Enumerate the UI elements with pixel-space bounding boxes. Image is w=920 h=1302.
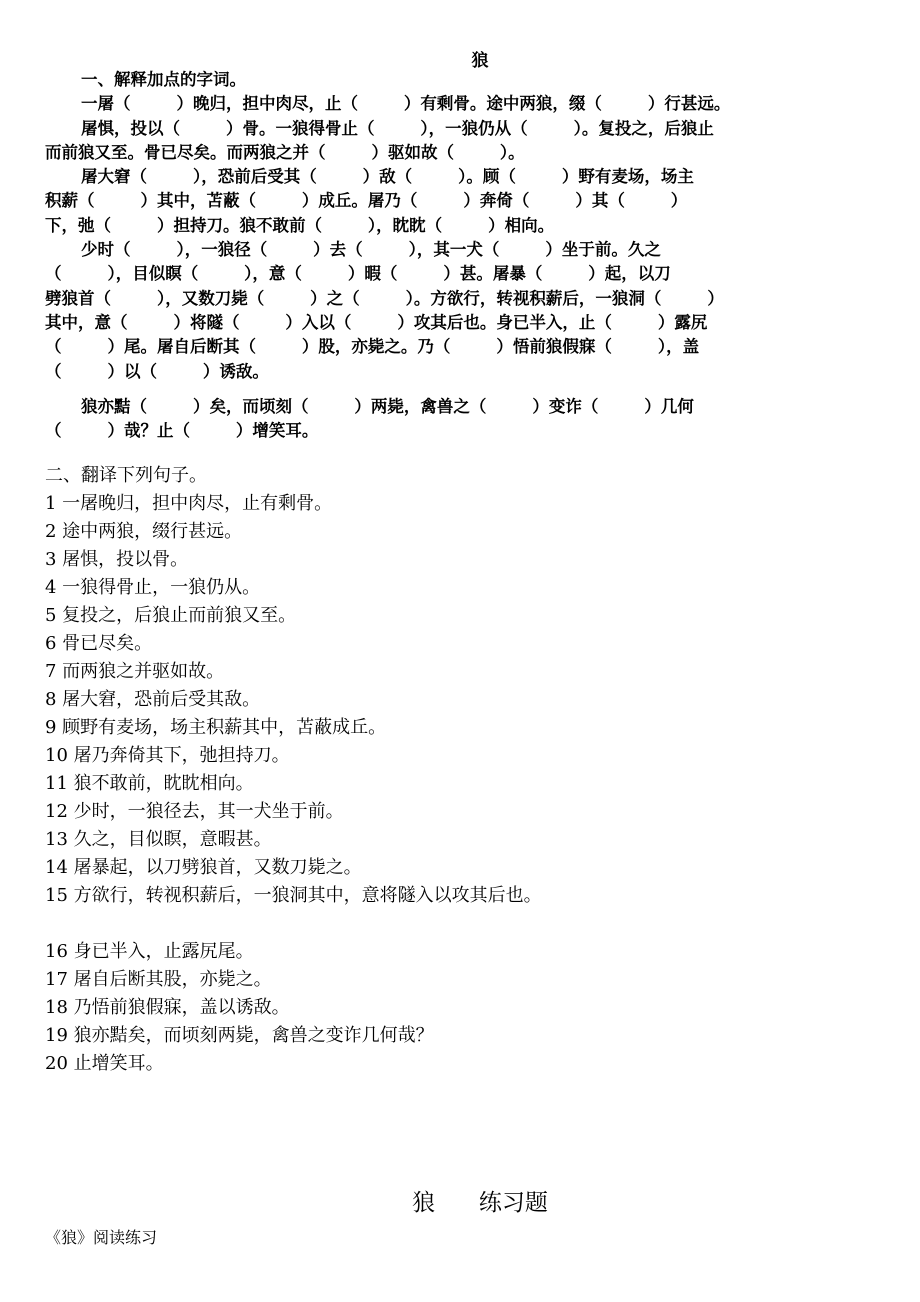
spacer xyxy=(45,910,905,938)
translation-item: 1 一屠晚归，担中肉尽，止有剩骨。 xyxy=(45,493,333,514)
translation-item: 16 身已半入，止露尻尾。 xyxy=(45,941,254,962)
translation-item: 17 屠自后断其股，亦毙之。 xyxy=(45,969,272,990)
passage-line: 而前狼又至。骨已尽矣。而两狼之并（ ）驱如故（ ）。 xyxy=(45,142,525,162)
passage-line: （ ）以（ ）诱敌。 xyxy=(45,361,269,381)
translation-item: 18 乃悟前狼假寐，盖以诱敌。 xyxy=(45,997,290,1018)
passage-line: 屠惧，投以（ ）骨。一狼得骨止（ ），一狼仍从（ ）。复投之，后狼止 xyxy=(81,118,714,138)
passage-line: （ ）尾。屠自后断其（ ）股，亦毙之。乃（ ）悟前狼假寐（ ），盖 xyxy=(45,337,700,357)
passage-paragraphs xyxy=(45,92,915,384)
translation-item: 15 方欲行，转视积薪后，一狼洞其中，意将隧入以攻其后也。 xyxy=(45,885,542,906)
exercise-subtitle: 《狼》阅读练习 xyxy=(45,1228,158,1247)
translation-list-b xyxy=(45,938,905,1078)
translation-item: 11 狼不敢前，眈眈相向。 xyxy=(45,773,254,794)
page-title: 狼 xyxy=(471,51,489,71)
passage-line: （ ），目似瞑（ ），意（ ）暇（ ）甚。屠暴（ ）起，以刀 xyxy=(45,264,671,284)
translation-item: 4 一狼得骨止，一狼仍从。 xyxy=(45,577,261,598)
translation-list-a xyxy=(45,490,905,910)
translation-item: 10 屠乃奔倚其下，弛担持刀。 xyxy=(45,745,290,766)
translation-item: 19 狼亦黠矣，而顷刻两毙，禽兽之变诈几何哉？ xyxy=(45,1025,434,1046)
section-heading: 一、解释加点的字词。 xyxy=(81,70,246,89)
translation-item: 6 骨已尽矣。 xyxy=(45,633,153,654)
spacer xyxy=(45,384,915,395)
translation-item: 14 屠暴起，以刀劈狼首，又数刀毙之。 xyxy=(45,857,362,878)
passage-line: 劈狼首（ ），又数刀毙（ ）之（ ）。方欲行，转视积薪后，一狼洞（ ） xyxy=(45,288,724,308)
passage-line: 一屠（ ）晚归，担中肉尽，止（ ）有剩骨。途中两狼，缀（ ）行甚远。 xyxy=(81,94,731,114)
passage-line: 下，弛（ ）担持刀。狼不敢前（ ），眈眈（ ）相向。 xyxy=(45,215,555,235)
passage-line: 积薪（ ）其中，苫蔽（ ）成丘。屠乃（ ）奔倚（ ）其（ ） xyxy=(45,191,688,211)
passage-paragraphs-b xyxy=(45,395,915,444)
translation-item: 9 顾野有麦场，场主积薪其中，苫蔽成丘。 xyxy=(45,717,387,738)
section-translation xyxy=(45,462,905,1078)
translation-item: 3 屠惧，投以骨。 xyxy=(45,549,189,570)
translation-item: 5 复投之，后狼止而前狼又至。 xyxy=(45,605,297,626)
translation-item: 12 少时，一狼径去，其一犬坐于前。 xyxy=(45,801,344,822)
exercise-title: 狼 练习题 xyxy=(412,1190,548,1216)
translation-item: 20 止增笑耳。 xyxy=(45,1053,164,1074)
section-heading: 二、翻译下列句子。 xyxy=(45,465,207,486)
passage-line: 屠大窘（ ），恐前后受其（ ）敌（ ）。顾（ ）野有麦场，场主 xyxy=(81,167,694,187)
passage-line: （ ）哉？止（ ）增笑耳。 xyxy=(45,421,319,441)
translation-item: 2 途中两狼，缀行甚远。 xyxy=(45,521,243,542)
translation-item: 13 久之，目似瞑，意暇甚。 xyxy=(45,829,272,850)
passage-line: 其中，意（ ）将隧（ ）入以（ ）攻其后也。身已半入，止（ ）露尻 xyxy=(45,312,708,332)
section-vocabulary xyxy=(45,68,915,443)
passage-line: 狼亦黠（ ）矣，而顷刻（ ）两毙，禽兽之（ ）变诈（ ）几何 xyxy=(81,396,694,416)
translation-item: 8 屠大窘，恐前后受其敌。 xyxy=(45,689,261,710)
translation-item: 7 而两狼之并驱如故。 xyxy=(45,661,225,682)
passage-line: 少时（ ），一狼径（ ）去（ ），其一犬（ ）坐于前。久之 xyxy=(81,240,661,260)
